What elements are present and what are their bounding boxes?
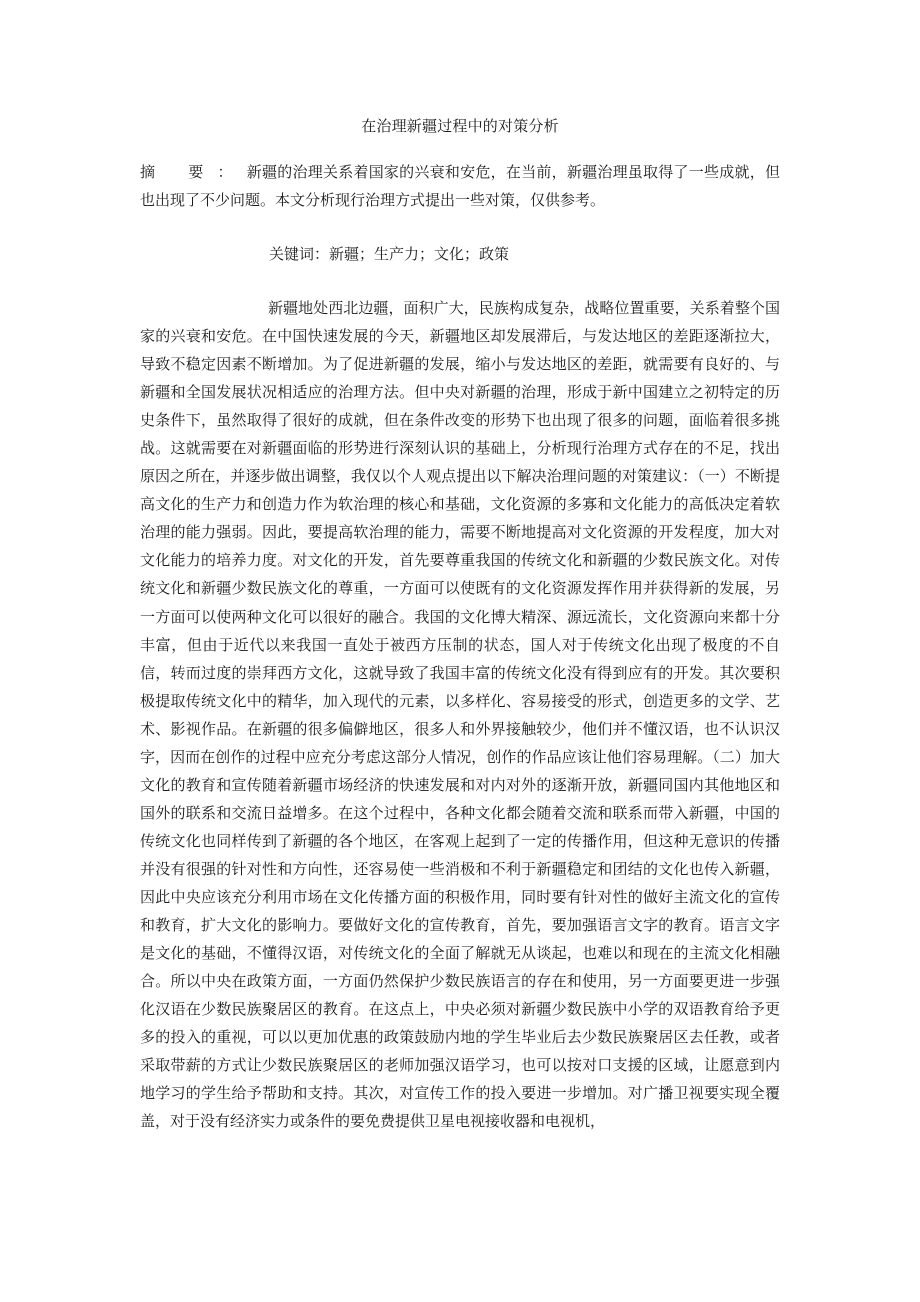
abstract xyxy=(140,158,780,214)
keywords: 关键词：新疆；生产力；文化；政策 xyxy=(269,245,510,263)
body-paragraph: 新疆地处西北边疆，面积广大，民族构成复杂，战略位置重要，关系着整个国家的兴衰和安危。在中国快速发展的今天，新疆地区却发展滞后，与发达地区的差距逐渐拉大，导致不稳定因素不断增加。为了促进新疆的发展，缩小与发达地区的差距，就需要有良好的、与新疆和全国发展状况相适应的治理方法。但中央对新疆的治理，形成于新中国建立之初特定的历史条件下，虽然取得了很好的成就，但在条件改变的形势下也出现了很多的问题，面临着很多挑战。这就需要在对新疆面临的形势进行深刻认识的基础上，分析现行治理方式存在的不足，找出原因之所在，并逐步做出调整，我仅以个人观点提出以下解决治理问题的对策建议：（一）不断提高文化的生产力和创造力作为软治理的核心和基础，文化资源的多寡和文化能力的高低决定着软治理的能力强弱。因此，要提高软治理的能力，需要不断地提高对文化资源的开发程度，加大对文化能力的培养力度。对文化的开发，首先要尊重我国的传统文化和新疆的少数民族文化。对传统文化和新疆少数民族文化的尊重，一方面可以使既有的文化资源发挥作用并获得新的发展，另一方面可以使两种文化可以很好的融合。我国的文化博大精深、源远流长，文化资源向来都十分丰富，但由于近代以来我国一直处于被西方压制的状态，国人对于传统文化出现了极度的不自信，转而过度的崇拜西方文化，这就导致了我国丰富的传统文化没有得到应有的开发。其次要积极提取传统文化中的精华，加入现代的元素，以多样化、容易接受的形式，创造更多的文学、艺术、影视作品。在新疆的很多偏僻地区，很多人和外界接触较少，他们并不懂汉语，也不认识汉字，因而在创作的过程中应充分考虑这部分人情况，创作的作品应该让他们容易理解。（二）加大文化的教育和宣传随着新疆市场经济的快速发展和对内对外的逐渐开放，新疆同国内其他地区和国外的联系和交流日益增多。在这个过程中，各种文化都会随着交流和联系而带入新疆，中国的传统文化也同样传到了新疆的各个地区，在客观上起到了一定的传播作用，但这种无意识的传播并没有很强的针对性和方向性，还容易使一些消极和不利于新疆稳定和团结的文化也传入新疆，因此中央应该充分利用市场在文化传播方面的积极作用，同时要有针对性的做好主流文化的宣传和教育，扩大文化的影响力。要做好文化的宣传教育，首先，要加强语言文字的教育。语言文字是文化的基础，不懂得汉语，对传统文化的全面了解就无从谈起，也难以和现在的主流文化相融合。所以中央在政策方面，一方面仍然保护少数民族语言的存在和使用，另一方面要更进一步强化汉语在少数民族聚居区的教育。在这点上，中央必须对新疆少数民族中小学的双语教育给予更多的投入的重视，可以以更加优惠的政策鼓励内地的学生毕业后去少数民族聚居区去任教，或者采取带薪的方式让少数民族聚居区的老师加强汉语学习，也可以按对口支援的区域，让愿意到内地学习的学生给予帮助和支持。其次，对宣传工作的投入要进一步增加。对广播卫视要实现全覆盖，对于没有经济实力或条件的要免费提供卫星电视接收器和电视机， xyxy=(140,299,780,1131)
document-title: 在治理新疆过程中的对策分析 xyxy=(361,117,559,135)
abstract-label: 摘 要： xyxy=(140,163,247,181)
abstract-text: 新疆的治理关系着国家的兴衰和安危，在当前，新疆治理虽取得了一些成就，但也出现了不少问题。本文分析现行治理方式提出一些对策，仅供参考。 xyxy=(140,163,780,209)
